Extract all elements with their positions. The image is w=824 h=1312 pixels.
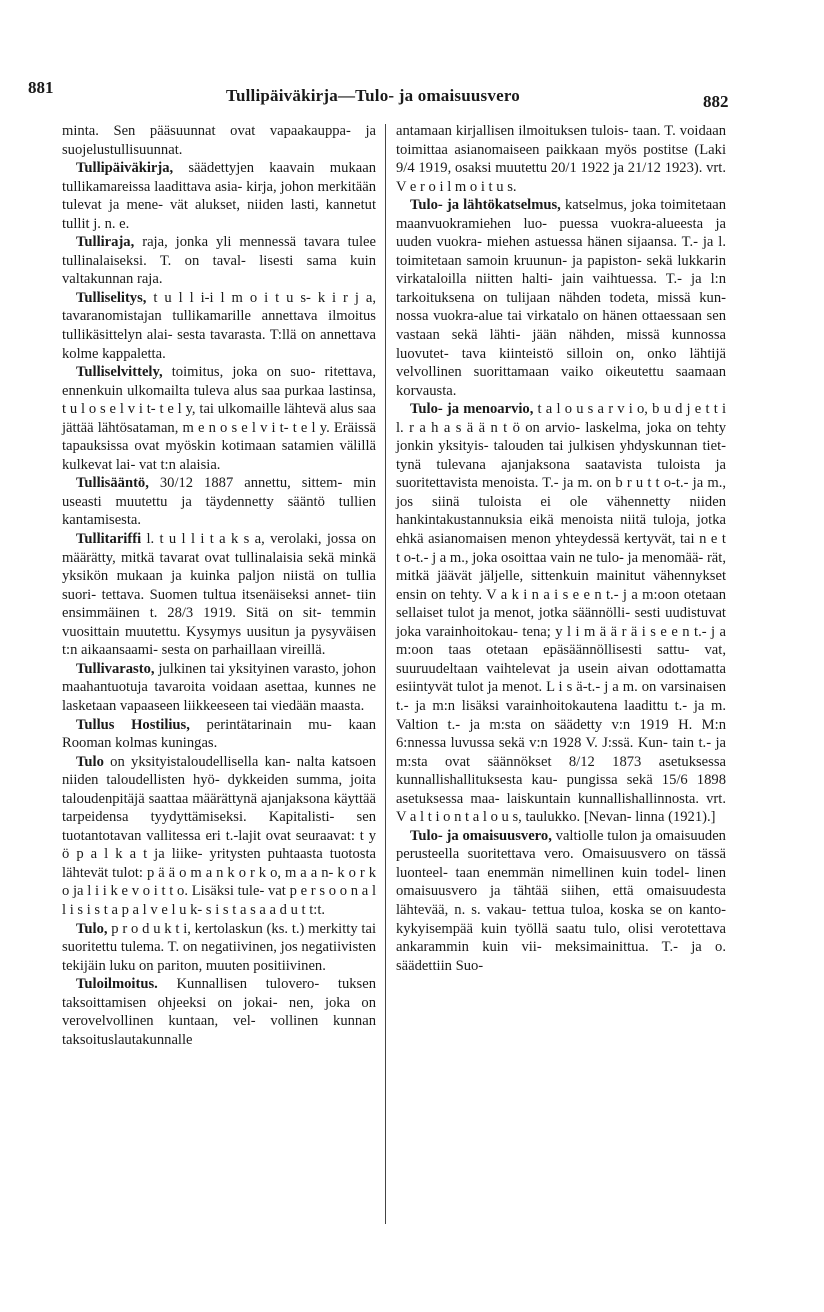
entry-headword: Tulo <box>76 753 104 770</box>
entry-headword: Tulo- ja menoarvio, <box>410 401 534 418</box>
entry-text: antamaan kirjallisen ilmoituksen tulois- taan. T. voidaan toimittaa asianomaiseen paikkaan myös postitse (Laki 9/4 1919, osaksi muutettu 20/1 1922 ja 21/12 1923). vrt. V e r o i l m o i t u s. <box>396 123 726 195</box>
dictionary-entry <box>62 753 376 920</box>
entry-text: Kunnallisen tulovero- tuksen taksoittamisen ohjeeksi on jokai- nen, joka on verovelvollinen kuntaan, vel- vollinen kunnan taksoituslautakunnalle <box>62 976 376 1048</box>
entry-text: t a l o u s a r v i o, b u d j e t t i l. r a h a s ä ä n t ö on arvio- laskelma, joka on tehty jonkin yksityis- talouden tai julkisen yhdyskunnan tiet- tynä tulevana ajanjaksona saatavista tuloista ja suoritettavista menoista. T.- ja m. on b r u t t o-t.- ja m., jos siinä tuloista ei ole vähennetty niiden hankintakustannuksia eikä menoista niitä tuloja, jotka ehkä asianomaisen menon yhteydessä kertyvät, tai n e t t o-t.- j a m., joka osoittaa vain ne tulo- ja menomää- rät, mitkä jäävät jäljelle, sittenkuin mainitut vähennykset ensin on tehty. V a k i n a i s e e n t.- j a m:oon otetaan sellaiset tulot ja menot, jotka säännölli- sesti uudistuvat joka varainhoitokau- tena; y l i m ä ä r ä i s e e n t.- j a m:oon taas otetaan epäsäännöllisesti sattu- vat, suuruudeltaan vaihtelevat ja usein aivan odottamatta esiintyvät tulot ja menot. L i s ä-t.- j a m. on varsinaisen t.- ja m:n lisäksi varainhoitokautena laadittu t.- ja m. Valtion t.- ja m:sta on säädetty v:n 1919 H. M:n 6:nnessa luvussa sekä v:n 1928 V. J:ssä. Kun- tain t.- ja m:sta ovat säännökset 8/12 1873 asetuksessa kunnallishallituksesta kau- pungissa sekä 15/6 1898 asetuksessa maa- laiskuntain kunnallishallinnosta. vrt. V a l t i o n t a l o u s, taulukko. [Nevan- linna (1921).] <box>396 401 726 826</box>
column-divider <box>385 124 386 1224</box>
dictionary-entry <box>62 289 376 363</box>
entry-text: 30/12 1887 annettu, sittem- min useasti muutettu ja täydennetty sääntö tullien kantamisesta. <box>62 475 376 529</box>
dictionary-entry <box>396 400 726 827</box>
dictionary-entry <box>62 122 376 159</box>
running-title: Tullipäiväkirja—Tulo- ja omaisuusvero <box>226 86 520 105</box>
entry-headword: Tullipäiväkirja, <box>76 160 174 177</box>
entry-text: julkinen tai yksityinen varasto, johon maahantuotuja tavaroita voidaan asettaa, kunnes ne lasketaan vapaaseen liikkeeseen tai viedään maasta. <box>62 660 376 714</box>
entry-text: t u l l i-i l m o i t u s- k i r j a, tavaranomistajan tullikamarille annettava ilmoitus tullikäsittelyn alai- sesta tavarasta. T:llä on annettava kolme kappaletta. <box>62 289 376 362</box>
dictionary-entry <box>62 363 376 474</box>
entry-text: valtiolle tulon ja omaisuuden perusteella suoritettava vero. Omaisuusvero on tässä luonteel- taan enemmän nimellinen kuin todel- linen omaisuusvero ja tähtää siihen, että omaisuudesta lähtevää, n. s. vakau- tettua tuloa, koska se on kanto- kykyisempää kuin työllä saatu tulo, olisi verotettava ankarammin kuin vii- meksimainittua. T.- ja o. säädettiin Suo- <box>396 827 726 974</box>
entry-headword: Tulo- ja omaisuusvero, <box>410 827 552 844</box>
entry-text: katselmus, joka toimitetaan maanvuokramiehen luo- puessa vuokra-alueesta ja uuden vuokra- miehen astuessa hänen sijaansa. T.- ja l. toimitetaan samoin kruunun- ja papiston- sekä lukkarin virkataloilla niitten halti- jain vaihtuessa. T.- ja l:n tarkoituksena on tulijaan nähden todeta, missä kun- nossa vuokra-alue tai virkatalo on hänen ottaessaan sen vastaan sekä lähti- jään nähden, missä kunnossa luovutet- tava kiinteistö silloin on, onko lähtijä velvollinen suorittamaan vaiko oikeutettu saamaan korvausta. <box>396 197 726 399</box>
entry-headword: Tullitariffi <box>76 531 142 548</box>
entry-headword: Tulliraja, <box>76 234 135 251</box>
dictionary-entry <box>62 920 376 976</box>
entry-text: säädettyjen kaavain mukaan tullikamareissa laadittava asia- kirja, johon merkitään tulevat ja mene- vät alukset, niiden lasti, kannetut tullit j. n. e. <box>62 160 376 232</box>
dictionary-entry <box>62 233 376 289</box>
entry-headword: Tulliselitys, <box>76 289 147 306</box>
entry-headword: Tullus Hostilius, <box>76 716 190 733</box>
right-column <box>396 122 726 975</box>
page-number-right: 882 <box>703 92 729 111</box>
entry-headword: Tulliselvittely, <box>76 364 163 381</box>
entry-text: minta. Sen pääsuunnat ovat vapaakauppa- ja suojelustullisuunnat. <box>62 123 376 158</box>
dictionary-entry <box>396 196 726 400</box>
dictionary-entry <box>62 159 376 233</box>
dictionary-entry <box>62 474 376 530</box>
left-column <box>62 122 376 1049</box>
entry-text: l. t u l l i t a k s a, verolaki, jossa on määrätty, mitkä tavarat ovat tullinalaisia sekä minkä yksikön mukaan ja kuinka paljon niistä on tullia suori- tettava. Suomen tultua itsenäiseksi annet- tiin ensimmäinen t. 28/3 1919. Sitä on sit- temmin vuosittain muutettu. Kysymys uusitun ja pysyväisen t:n aikaansaami- sesta on parhaillaan vireillä. <box>62 531 376 659</box>
entry-headword: Tulo- ja lähtökatselmus, <box>410 197 561 214</box>
entry-headword: Tullisääntö, <box>76 475 149 492</box>
entry-headword: Tuloilmoitus. <box>76 976 158 993</box>
entry-headword: Tullivarasto, <box>76 660 155 677</box>
dictionary-entry <box>396 122 726 196</box>
entry-text: perintätarinain mu- kaan Rooman kolmas kuningas. <box>62 716 377 752</box>
entry-headword: Tulo, <box>76 920 108 937</box>
entry-text: toimitus, joka on suo- ritettava, ennenkuin ulkomailta tuleva alus saa purkaa lastinsa, t u l o s e l v i t- t e l y, tai ulkomaille lähtevä alus saa jättää lähtösataman, m e n o s e l v i t- t e l y. Eräissä tapauksissa ovat myöskin kotimaan satamien välillä kulkevat lai- vat t:n alaisia. <box>62 364 376 473</box>
entry-text: on yksityistaloudellisella kan- nalta katsoen niiden taloudellisten hyö- dykkeiden summa, joita taloudenpitäjä saattaa määrättynä ajanjaksona käyttää tarpeidensa tyydyttämiseksi. Kapitalisti- sen tuotantotavan vallitessa eri t.-lajit ovat seuraavat: t y ö p a l k a t ja liike- yritysten puhtaasta tuotosta lähtevät tulot: p ä ä o m a n k o r k o, m a a n- k o r k o ja l i i k e v o i t t o. Lisäksi tule- vat p e r s o o n a l l i s i s t a p a l v e l u k- s i s t a s a a d u t t:t. <box>62 753 376 918</box>
dictionary-entry <box>62 660 376 716</box>
dictionary-entry <box>62 975 376 1049</box>
entry-text: raja, jonka yli mennessä tavara tulee tullinalaiseksi. T. on taval- lisesti sama kuin valtakunnan raja. <box>62 234 376 288</box>
entry-text: p r o d u k t i, kertolaskun (ks. t.) merkitty tai suoritettu tulema. T. on negatiivinen, jos negatiivisten tekijäin luku on pariton, muuten positiivinen. <box>62 920 376 974</box>
page-number-left: 881 <box>28 78 54 97</box>
dictionary-entry <box>62 530 376 660</box>
dictionary-entry <box>62 716 376 753</box>
dictionary-entry <box>396 827 726 975</box>
